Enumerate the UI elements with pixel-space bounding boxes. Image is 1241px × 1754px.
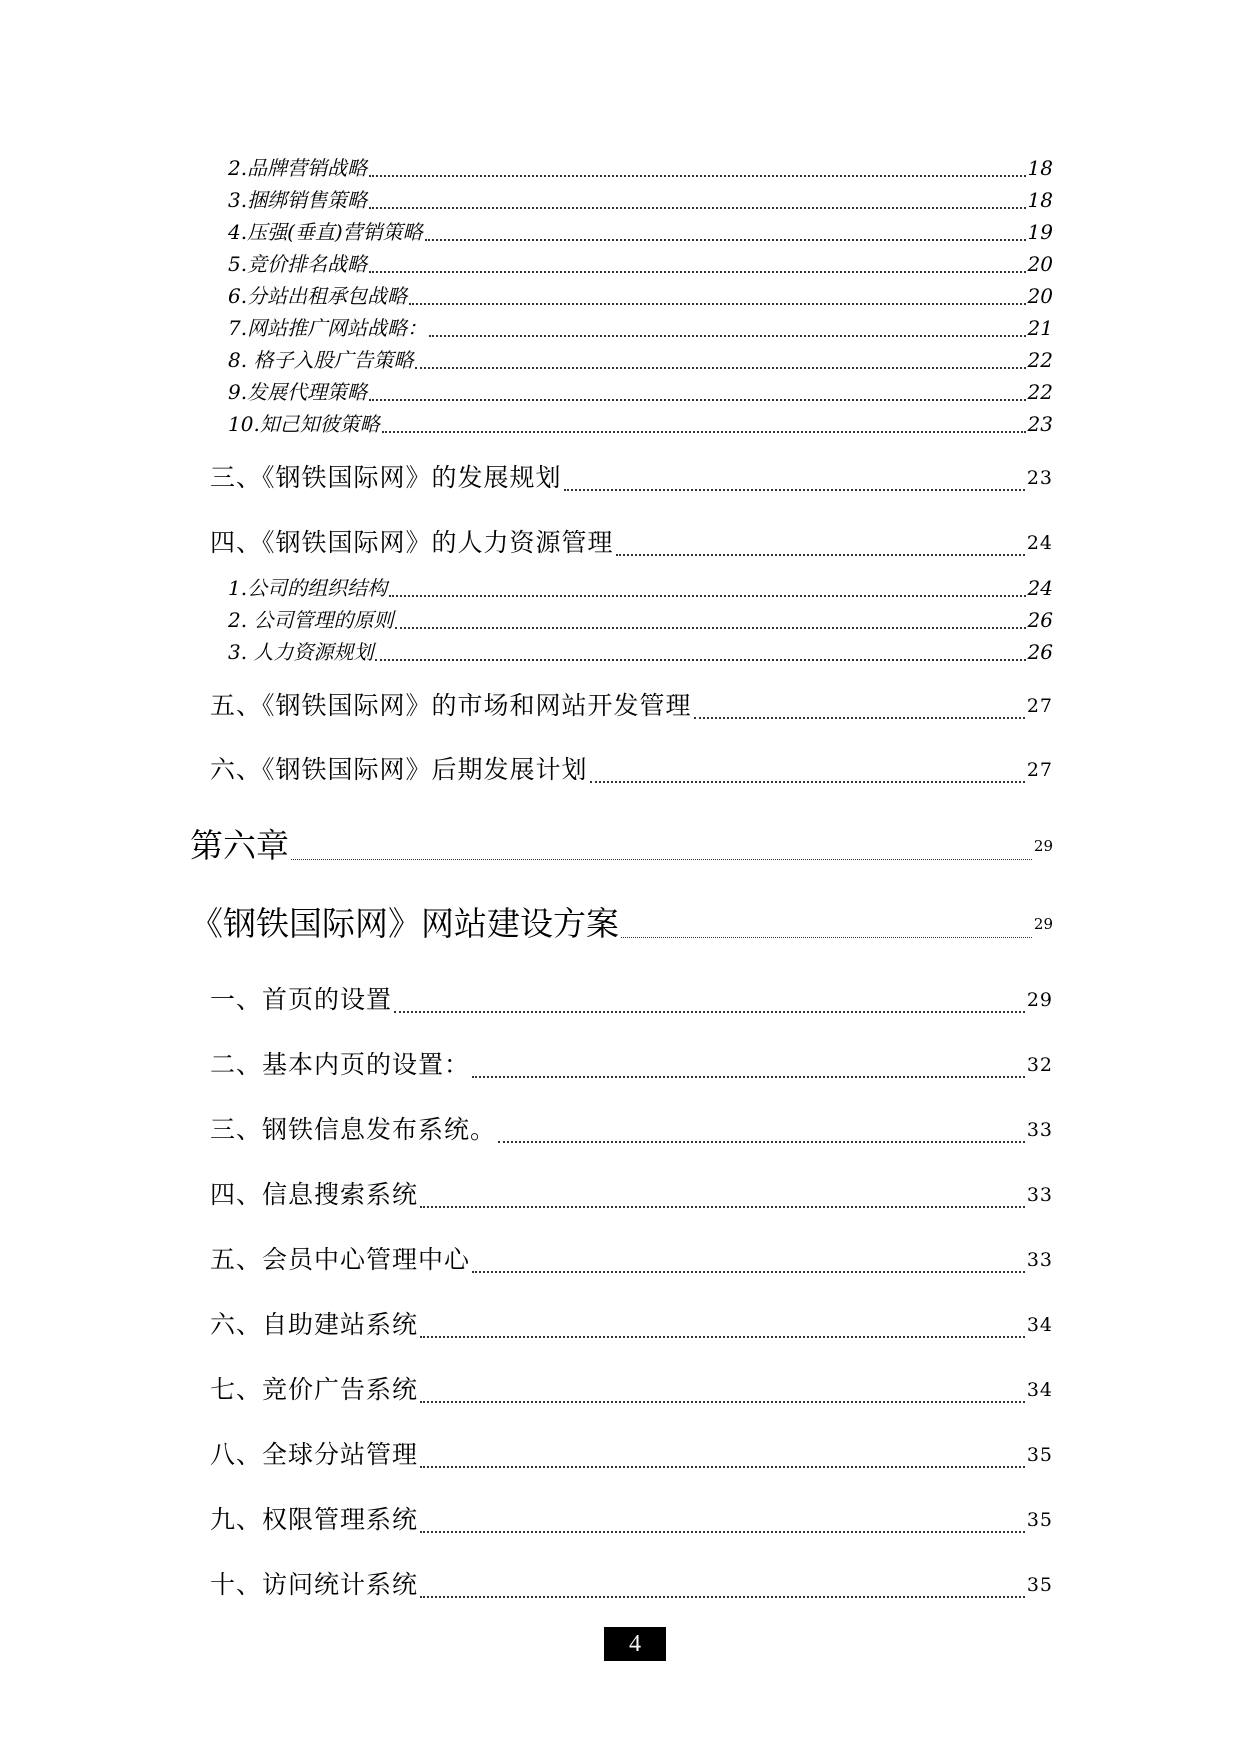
- dot-leader: [420, 1206, 1025, 1208]
- toc-page-number: 33: [1026, 1249, 1053, 1271]
- dot-leader: [694, 717, 1025, 719]
- toc-section-entry[interactable]: [210, 1237, 1053, 1277]
- toc-page-number: 19: [1027, 220, 1053, 244]
- toc-page-number: 23: [1027, 412, 1053, 436]
- toc-section-entry[interactable]: [210, 1172, 1053, 1212]
- dot-leader: [369, 207, 1025, 209]
- toc-entry-title: 七、竞价广告系统: [210, 1375, 419, 1404]
- toc-section-entry[interactable]: [210, 1042, 1053, 1082]
- toc-entry-title: 六、《钢铁国际网》后期发展计划: [210, 755, 588, 784]
- toc-page-number: 33: [1026, 1184, 1053, 1206]
- toc-subentry[interactable]: [228, 279, 1053, 309]
- toc-section-entry[interactable]: [210, 1432, 1053, 1472]
- toc-page-number: 32: [1026, 1054, 1053, 1076]
- toc-subentry[interactable]: [228, 247, 1053, 277]
- dot-leader: [429, 335, 1025, 337]
- dot-leader: [420, 1401, 1025, 1403]
- toc-entry-title: 2. 公司管理的原则: [228, 608, 394, 632]
- toc-subentry[interactable]: [228, 407, 1053, 437]
- toc-section-entry[interactable]: [210, 977, 1053, 1017]
- toc-entry-title: 四、《钢铁国际网》的人力资源管理: [210, 528, 614, 557]
- toc-section-entry[interactable]: [210, 1562, 1053, 1602]
- toc-page-number: 27: [1026, 695, 1053, 717]
- dot-leader: [291, 859, 1032, 860]
- toc-entry-title: 7.网站推广网站战略：: [228, 316, 428, 340]
- toc-section-entry[interactable]: [210, 520, 1053, 560]
- toc-page-number: 35: [1026, 1509, 1053, 1531]
- toc-page-number: 23: [1026, 467, 1053, 489]
- toc-page-number: 26: [1027, 640, 1053, 664]
- toc-page-number: 27: [1026, 759, 1053, 781]
- toc-subentry[interactable]: [228, 215, 1053, 245]
- dot-leader: [409, 303, 1025, 305]
- toc-page-number: 20: [1027, 252, 1053, 276]
- toc-entry-title: 六、自助建站系统: [210, 1310, 419, 1339]
- toc-subentry[interactable]: [228, 571, 1053, 601]
- dot-leader: [369, 271, 1025, 273]
- toc-page-number: 22: [1027, 380, 1053, 404]
- toc-chapter-entry[interactable]: [190, 818, 1053, 868]
- toc-entry-title: 五、会员中心管理中心: [210, 1245, 471, 1274]
- toc-entry-title: 1.公司的组织结构: [228, 576, 388, 600]
- toc-section-entry[interactable]: [210, 1107, 1053, 1147]
- toc-section-entry[interactable]: [210, 683, 1053, 723]
- toc-subentry[interactable]: [228, 183, 1053, 213]
- toc-page-number: 18: [1027, 156, 1053, 180]
- toc-entry-title: 3.捆绑销售策略: [228, 188, 368, 212]
- toc-section-entry[interactable]: [210, 1302, 1053, 1342]
- toc-subentry[interactable]: [228, 635, 1053, 665]
- toc-entry-title: 9.发展代理策略: [228, 380, 368, 404]
- toc-entry-title: 四、信息搜索系统: [210, 1180, 419, 1209]
- toc-entry-title: 五、《钢铁国际网》的市场和网站开发管理: [210, 691, 692, 720]
- toc-section-entry[interactable]: [210, 1497, 1053, 1537]
- dot-leader: [369, 175, 1025, 177]
- toc-page-number: 34: [1026, 1379, 1053, 1401]
- dot-leader: [420, 1466, 1025, 1468]
- toc-page-number: 22: [1027, 348, 1053, 372]
- toc-section-entry[interactable]: [210, 1367, 1053, 1407]
- dot-leader: [375, 659, 1025, 661]
- toc-subentry[interactable]: [228, 603, 1053, 633]
- dot-leader: [420, 1596, 1025, 1598]
- toc-entry-title: 10.知己知彼策略: [228, 412, 380, 436]
- dot-leader: [425, 239, 1026, 241]
- toc-subentry[interactable]: [228, 151, 1053, 181]
- dot-leader: [472, 1271, 1025, 1273]
- toc-entry-title: 5.竞价排名战略: [228, 252, 368, 276]
- toc-subentry[interactable]: [228, 311, 1053, 341]
- toc-entry-title: 二、基本内页的设置：: [210, 1050, 471, 1079]
- toc-subentry[interactable]: [228, 343, 1053, 373]
- dot-leader: [420, 1336, 1025, 1338]
- toc-page-number: 21: [1027, 316, 1053, 340]
- dot-leader: [389, 595, 1025, 597]
- toc-page-number: 18: [1027, 188, 1053, 212]
- dot-leader: [616, 554, 1025, 556]
- toc-entry-title: 第六章: [190, 826, 289, 865]
- toc-page-number: 29: [1033, 915, 1053, 933]
- toc-subentry[interactable]: [228, 375, 1053, 405]
- toc-entry-title: 三、钢铁信息发布系统。: [210, 1115, 497, 1144]
- toc-entry-title: 3. 人力资源规划: [228, 640, 374, 664]
- dot-leader: [498, 1141, 1025, 1143]
- toc-entry-title: 2.品牌营销战略: [228, 156, 368, 180]
- toc-page-number: 26: [1027, 608, 1053, 632]
- toc-entry-title: 8. 格子入股广告策略: [228, 348, 414, 372]
- dot-leader: [395, 627, 1025, 629]
- dot-leader: [394, 1011, 1025, 1013]
- toc-page-number: 35: [1026, 1444, 1053, 1466]
- toc-entry-title: 八、全球分站管理: [210, 1440, 419, 1469]
- page-number-badge: 4: [604, 1627, 666, 1661]
- toc-page-number: 24: [1027, 576, 1053, 600]
- toc-entry-title: 4.压强(垂直)营销策略: [228, 220, 423, 244]
- toc-section-entry[interactable]: [210, 747, 1053, 787]
- dot-leader: [420, 1531, 1025, 1533]
- toc-page-number: 29: [1033, 837, 1053, 855]
- toc-page-number: 33: [1026, 1119, 1053, 1141]
- toc-entry-title: 九、权限管理系统: [210, 1505, 419, 1534]
- dot-leader: [369, 399, 1025, 401]
- toc-page-number: 29: [1026, 989, 1053, 1011]
- toc-entry-title: 十、访问统计系统: [210, 1570, 419, 1599]
- toc-page-number: 35: [1026, 1574, 1053, 1596]
- toc-entry-title: 三、《钢铁国际网》的发展规划: [210, 463, 562, 492]
- toc-chapter-entry[interactable]: [190, 896, 1053, 946]
- toc-section-entry[interactable]: [210, 455, 1053, 495]
- toc-entry-title: 6.分站出租承包战略: [228, 284, 408, 308]
- toc-page-number: 24: [1026, 532, 1053, 554]
- dot-leader: [382, 431, 1026, 433]
- dot-leader: [472, 1076, 1025, 1078]
- toc-page-number: 20: [1027, 284, 1053, 308]
- dot-leader: [621, 937, 1032, 938]
- toc-entry-title: 《钢铁国际网》网站建设方案: [190, 904, 619, 943]
- dot-leader: [415, 367, 1025, 369]
- dot-leader: [564, 489, 1025, 491]
- toc-page-number: 34: [1026, 1314, 1053, 1336]
- dot-leader: [590, 781, 1025, 783]
- toc-entry-title: 一、首页的设置: [210, 985, 393, 1014]
